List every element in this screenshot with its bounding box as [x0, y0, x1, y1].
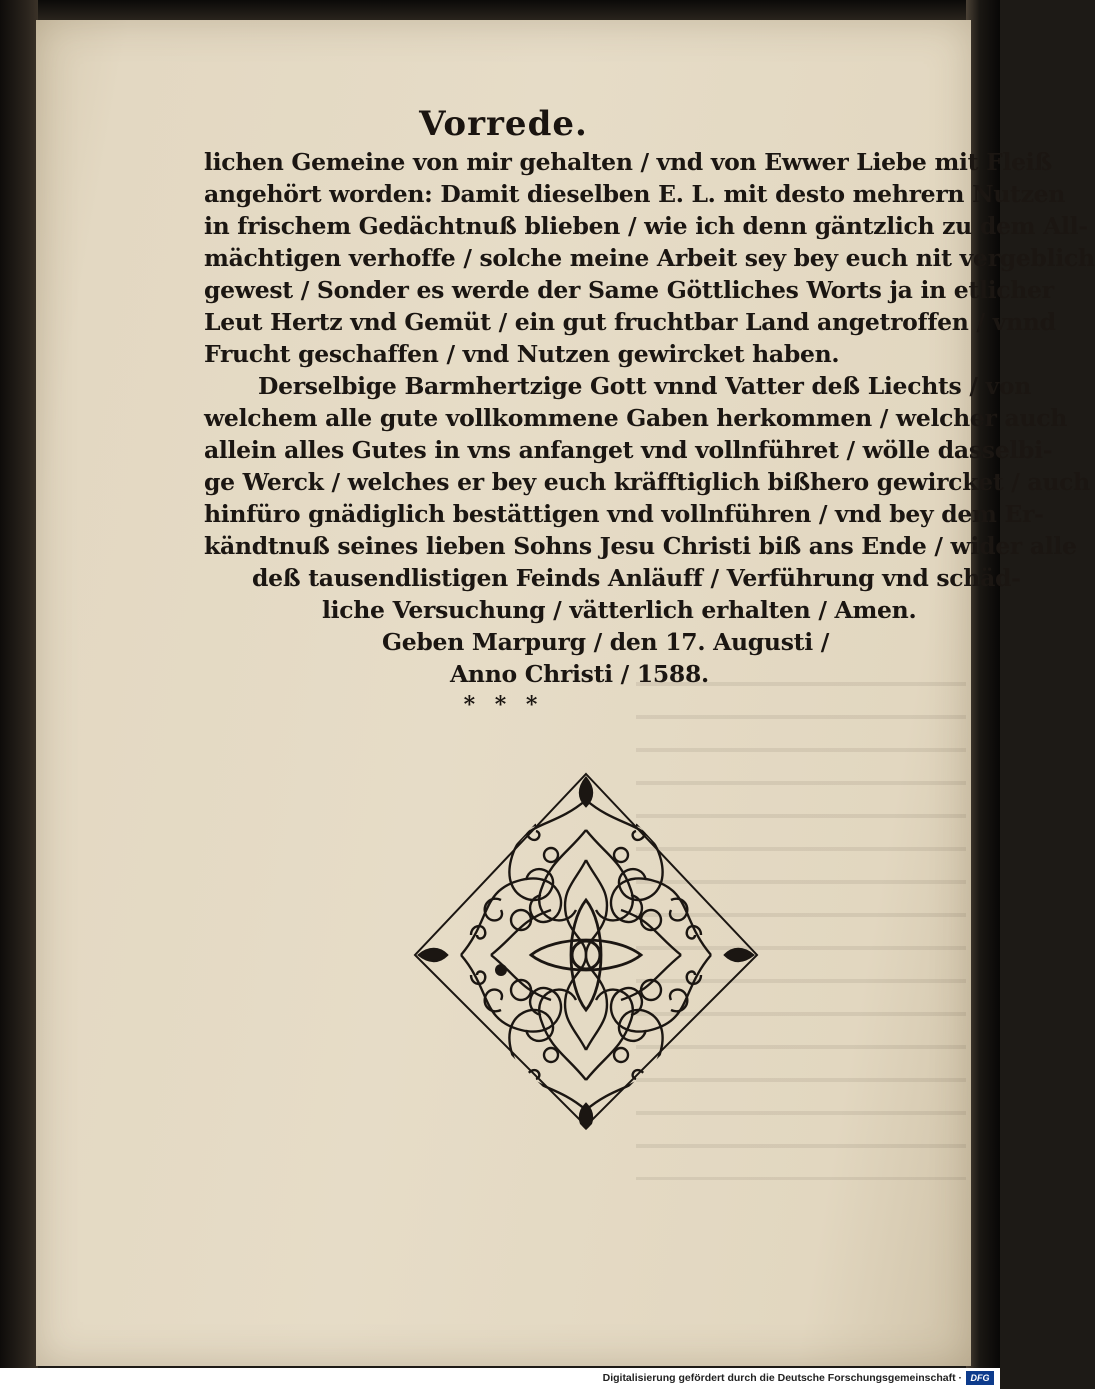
text-line: liche Versuchung / vätterlich erhalten / Amen. [322, 596, 917, 624]
footer-bar [0, 1368, 1000, 1389]
text-line: in frischem Gedächtnuß blieben / wie ich denn gäntzlich zu dem All- [204, 212, 1088, 240]
text-line: Geben Marpurg / den 17. Augusti / [382, 628, 829, 656]
text-line: allein alles Gutes in vns anfanget vnd vollnführet / wölle dasselbi- [204, 436, 1053, 464]
asterisks: * * * [463, 692, 544, 718]
printer-ornament-diamond-icon [401, 760, 771, 1140]
scan-top-edge [0, 0, 1000, 22]
text-line: kändtnuß seines lieben Sohns Jesu Christi biß ans Ende / wider alle [204, 532, 1077, 560]
text-line: deß tausendlistigen Feinds Anläuff / Verführung vnd schäd- [252, 564, 1021, 592]
text-line: Derselbige Barmhertzige Gott vnnd Vatter deß Liechts / von [258, 372, 1032, 400]
funding-credit: Digitalisierung gefördert durch die Deutsche Forschungsgemeinschaft · [602, 1372, 962, 1384]
book-page [36, 20, 1095, 1366]
dfg-logo: DFG [966, 1371, 994, 1385]
text-line: angehört worden: Damit dieselben E. L. mit desto mehrern Nutzen [204, 180, 1066, 208]
text-line: gewest / Sonder es werde der Same Göttliches Worts ja in etlicher [204, 276, 1054, 304]
running-head: Vorrede. [419, 104, 588, 144]
text-line: Frucht geschaffen / vnd Nutzen gewircket haben. [204, 340, 840, 368]
text-line: welchem alle gute vollkommene Gaben herkommen / welcher auch [204, 404, 1068, 432]
text-line: hinfüro gnädiglich bestättigen vnd vollnführen / vnd bey dem Er- [204, 500, 1044, 528]
text-line: Leut Hertz vnd Gemüt / ein gut fruchtbar Land angetroffen / vnnd [204, 308, 1056, 336]
text-line: lichen Gemeine von mir gehalten / vnd von Ewwer Liebe mit Fleiß [204, 148, 1052, 176]
text-line: mächtigen verhoffe / solche meine Arbeit sey bey euch nit vergeblich [204, 244, 1095, 272]
text-line: ge Werck / welches er bey euch kräfftiglich bißhero gewircket / auch [204, 468, 1090, 496]
scan-left-edge [0, 0, 38, 1368]
text-line: Anno Christi / 1588. [450, 660, 709, 688]
